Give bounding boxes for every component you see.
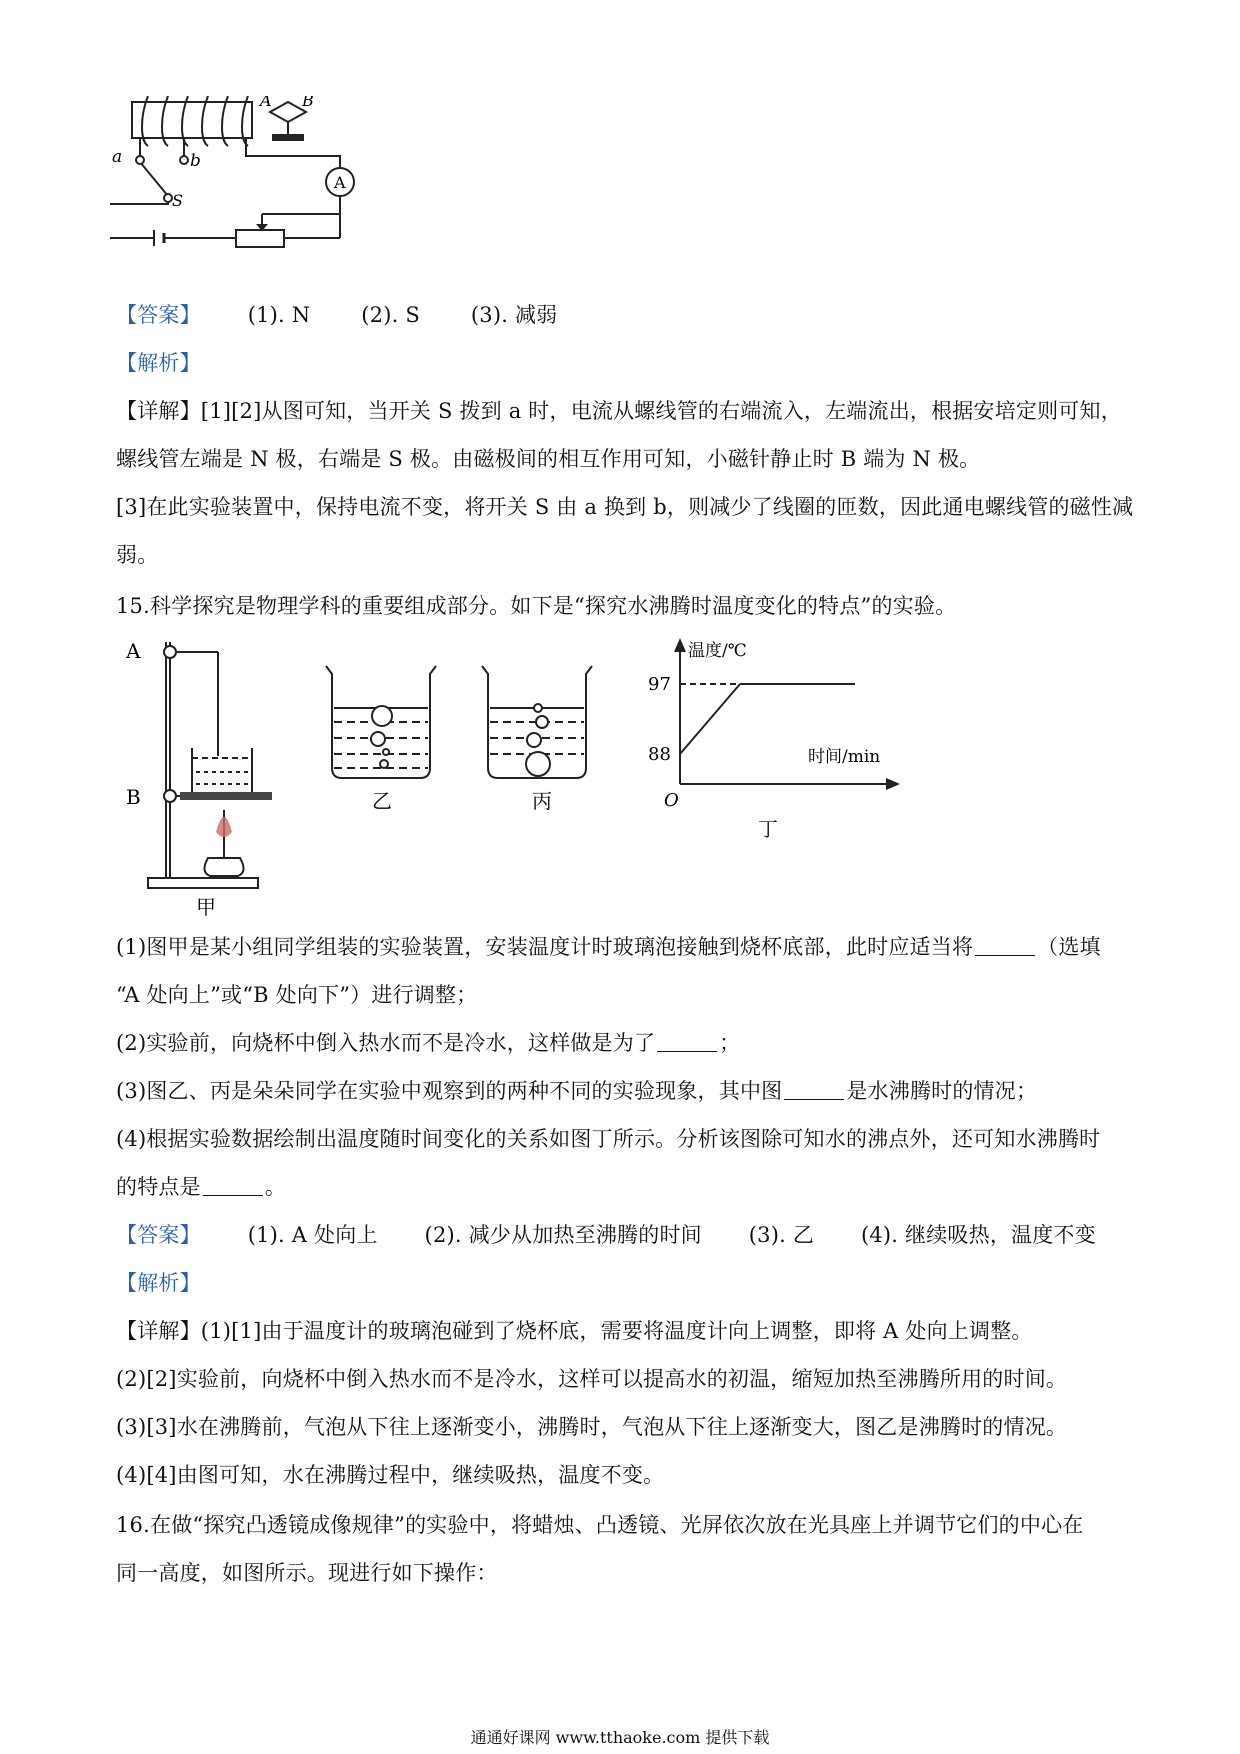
answer-item: (3). 乙	[748, 1223, 815, 1247]
answer-item: (4). 继续吸热，温度不变	[860, 1223, 1096, 1247]
q15-part-1	[116, 932, 1101, 962]
ammeter-label: A	[334, 173, 346, 192]
answer-blank	[203, 1175, 263, 1196]
part-text: 。	[264, 1175, 287, 1199]
stand-label-b: B	[126, 785, 141, 809]
question-16-line: 16.在做“探究凸透镜成像规律”的实验中，将蜡烛、凸透镜、光屏依次放在光具座上并调节它们的中心在	[116, 1513, 1084, 1537]
analysis-line: 【详解】[1][2]从图可知，当开关 S 拨到 a 时，电流从螺线管的右端流入，左端流出，根据安培定则可知，	[116, 399, 1122, 423]
answer-blank	[657, 1031, 717, 1052]
answer-tag: 【答案】	[116, 1223, 201, 1247]
answer-blank	[784, 1079, 844, 1100]
question-16-line: 同一高度，如图所示。现进行如下操作：	[116, 1561, 498, 1585]
q15-part-4: (4)根据实验数据绘制出温度随时间变化的关系如图丁所示。分析该图除可知水的沸点外，还可知水沸腾时	[116, 1127, 1101, 1151]
graph-origin: O	[664, 790, 679, 811]
heating-segment	[680, 684, 740, 754]
part-text: (2)实验前，向烧杯中倒入热水而不是冷水，这样做是为了	[116, 1031, 656, 1055]
graph-tick-88: 88	[648, 744, 671, 765]
boiling-experiment-figure	[120, 636, 920, 916]
answer-14	[116, 300, 557, 330]
answer-item: (2). 减少从加热至沸腾的时间	[424, 1223, 702, 1247]
analysis-line: (3)[3]水在沸腾前，气泡从下往上逐渐变小，沸腾时，气泡从下往上逐渐变大，图乙是沸腾时的情况。	[116, 1415, 1068, 1439]
needle-label-b: B	[302, 96, 314, 110]
analysis-line: (2)[2]实验前，向烧杯中倒入热水而不是冷水，这样可以提高水的初温，缩短加热至沸腾所用的时间。	[116, 1367, 1068, 1391]
answer-item: (1). N	[247, 303, 311, 327]
q15-part-2	[116, 1028, 740, 1058]
page-footer: 通通好课网 www.tthaoke.com 提供下载	[470, 1728, 770, 1747]
q15-part-4-cont	[116, 1172, 286, 1202]
answer-item: (3). 减弱	[470, 303, 558, 327]
part-text: （选填	[1037, 935, 1101, 959]
part-text: ；	[719, 1031, 741, 1055]
part-text: (1)图甲是某小组同学组装的实验装置，安装温度计时玻璃泡接触到烧杯底部，此时应适当将	[116, 935, 974, 959]
q15-part-3	[116, 1076, 1037, 1106]
answer-15	[116, 1220, 1096, 1250]
question-15-stem: 15.科学探究是物理学科的重要组成部分。如下是“探究水沸腾时温度变化的特点”的实验。	[116, 594, 957, 618]
needle-label-a: A	[260, 96, 272, 110]
analysis-line: (4)[4]由图可知，水在沸腾过程中，继续吸热，温度不变。	[116, 1463, 665, 1487]
caption-ding: 丁	[758, 817, 778, 841]
terminal-label-b: b	[190, 151, 201, 171]
caption-bing: 丙	[532, 789, 552, 813]
graph-ylabel: 温度/℃	[688, 641, 747, 661]
analysis-line: 弱。	[116, 543, 159, 567]
caption-yi: 乙	[372, 789, 392, 813]
terminal-label-a: a	[112, 147, 123, 167]
analysis-tag: 【解析】	[116, 351, 201, 375]
analysis-line: [3]在此实验装置中，保持电流不变，将开关 S 由 a 换到 b，则减少了线圈的匝数，因此通电螺线管的磁性减	[116, 495, 1134, 519]
part-text: 的特点是	[116, 1175, 201, 1199]
answer-item: (1). A 处向上	[247, 1223, 378, 1247]
solenoid-circuit-figure	[110, 96, 370, 281]
graph-xlabel: 时间/min	[808, 747, 881, 767]
switch-label-s: S	[172, 191, 183, 210]
analysis-tag: 【解析】	[116, 1271, 201, 1295]
stand-label-a: A	[126, 639, 141, 663]
answer-item: (2). S	[361, 303, 420, 327]
q15-part-1-cont: “A 处向上”或“B 处向下”）进行调整；	[116, 983, 478, 1007]
analysis-line: 螺线管左端是 N 极，右端是 S 极。由磁极间的相互作用可知，小磁针静止时 B 端为 N 极。	[116, 447, 981, 471]
part-text: (3)图乙、丙是朵朵同学在实验中观察到的两种不同的实验现象，其中图	[116, 1079, 783, 1103]
caption-jia: 甲	[196, 895, 216, 916]
part-text: 是水沸腾时的情况；	[846, 1079, 1038, 1103]
answer-tag: 【答案】	[116, 303, 201, 327]
graph-tick-97: 97	[648, 674, 671, 695]
answer-blank	[975, 935, 1035, 956]
analysis-line: 【详解】(1)[1]由于温度计的玻璃泡碰到了烧杯底，需要将温度计向上调整，即将 A 处向上调整。	[116, 1319, 1033, 1343]
